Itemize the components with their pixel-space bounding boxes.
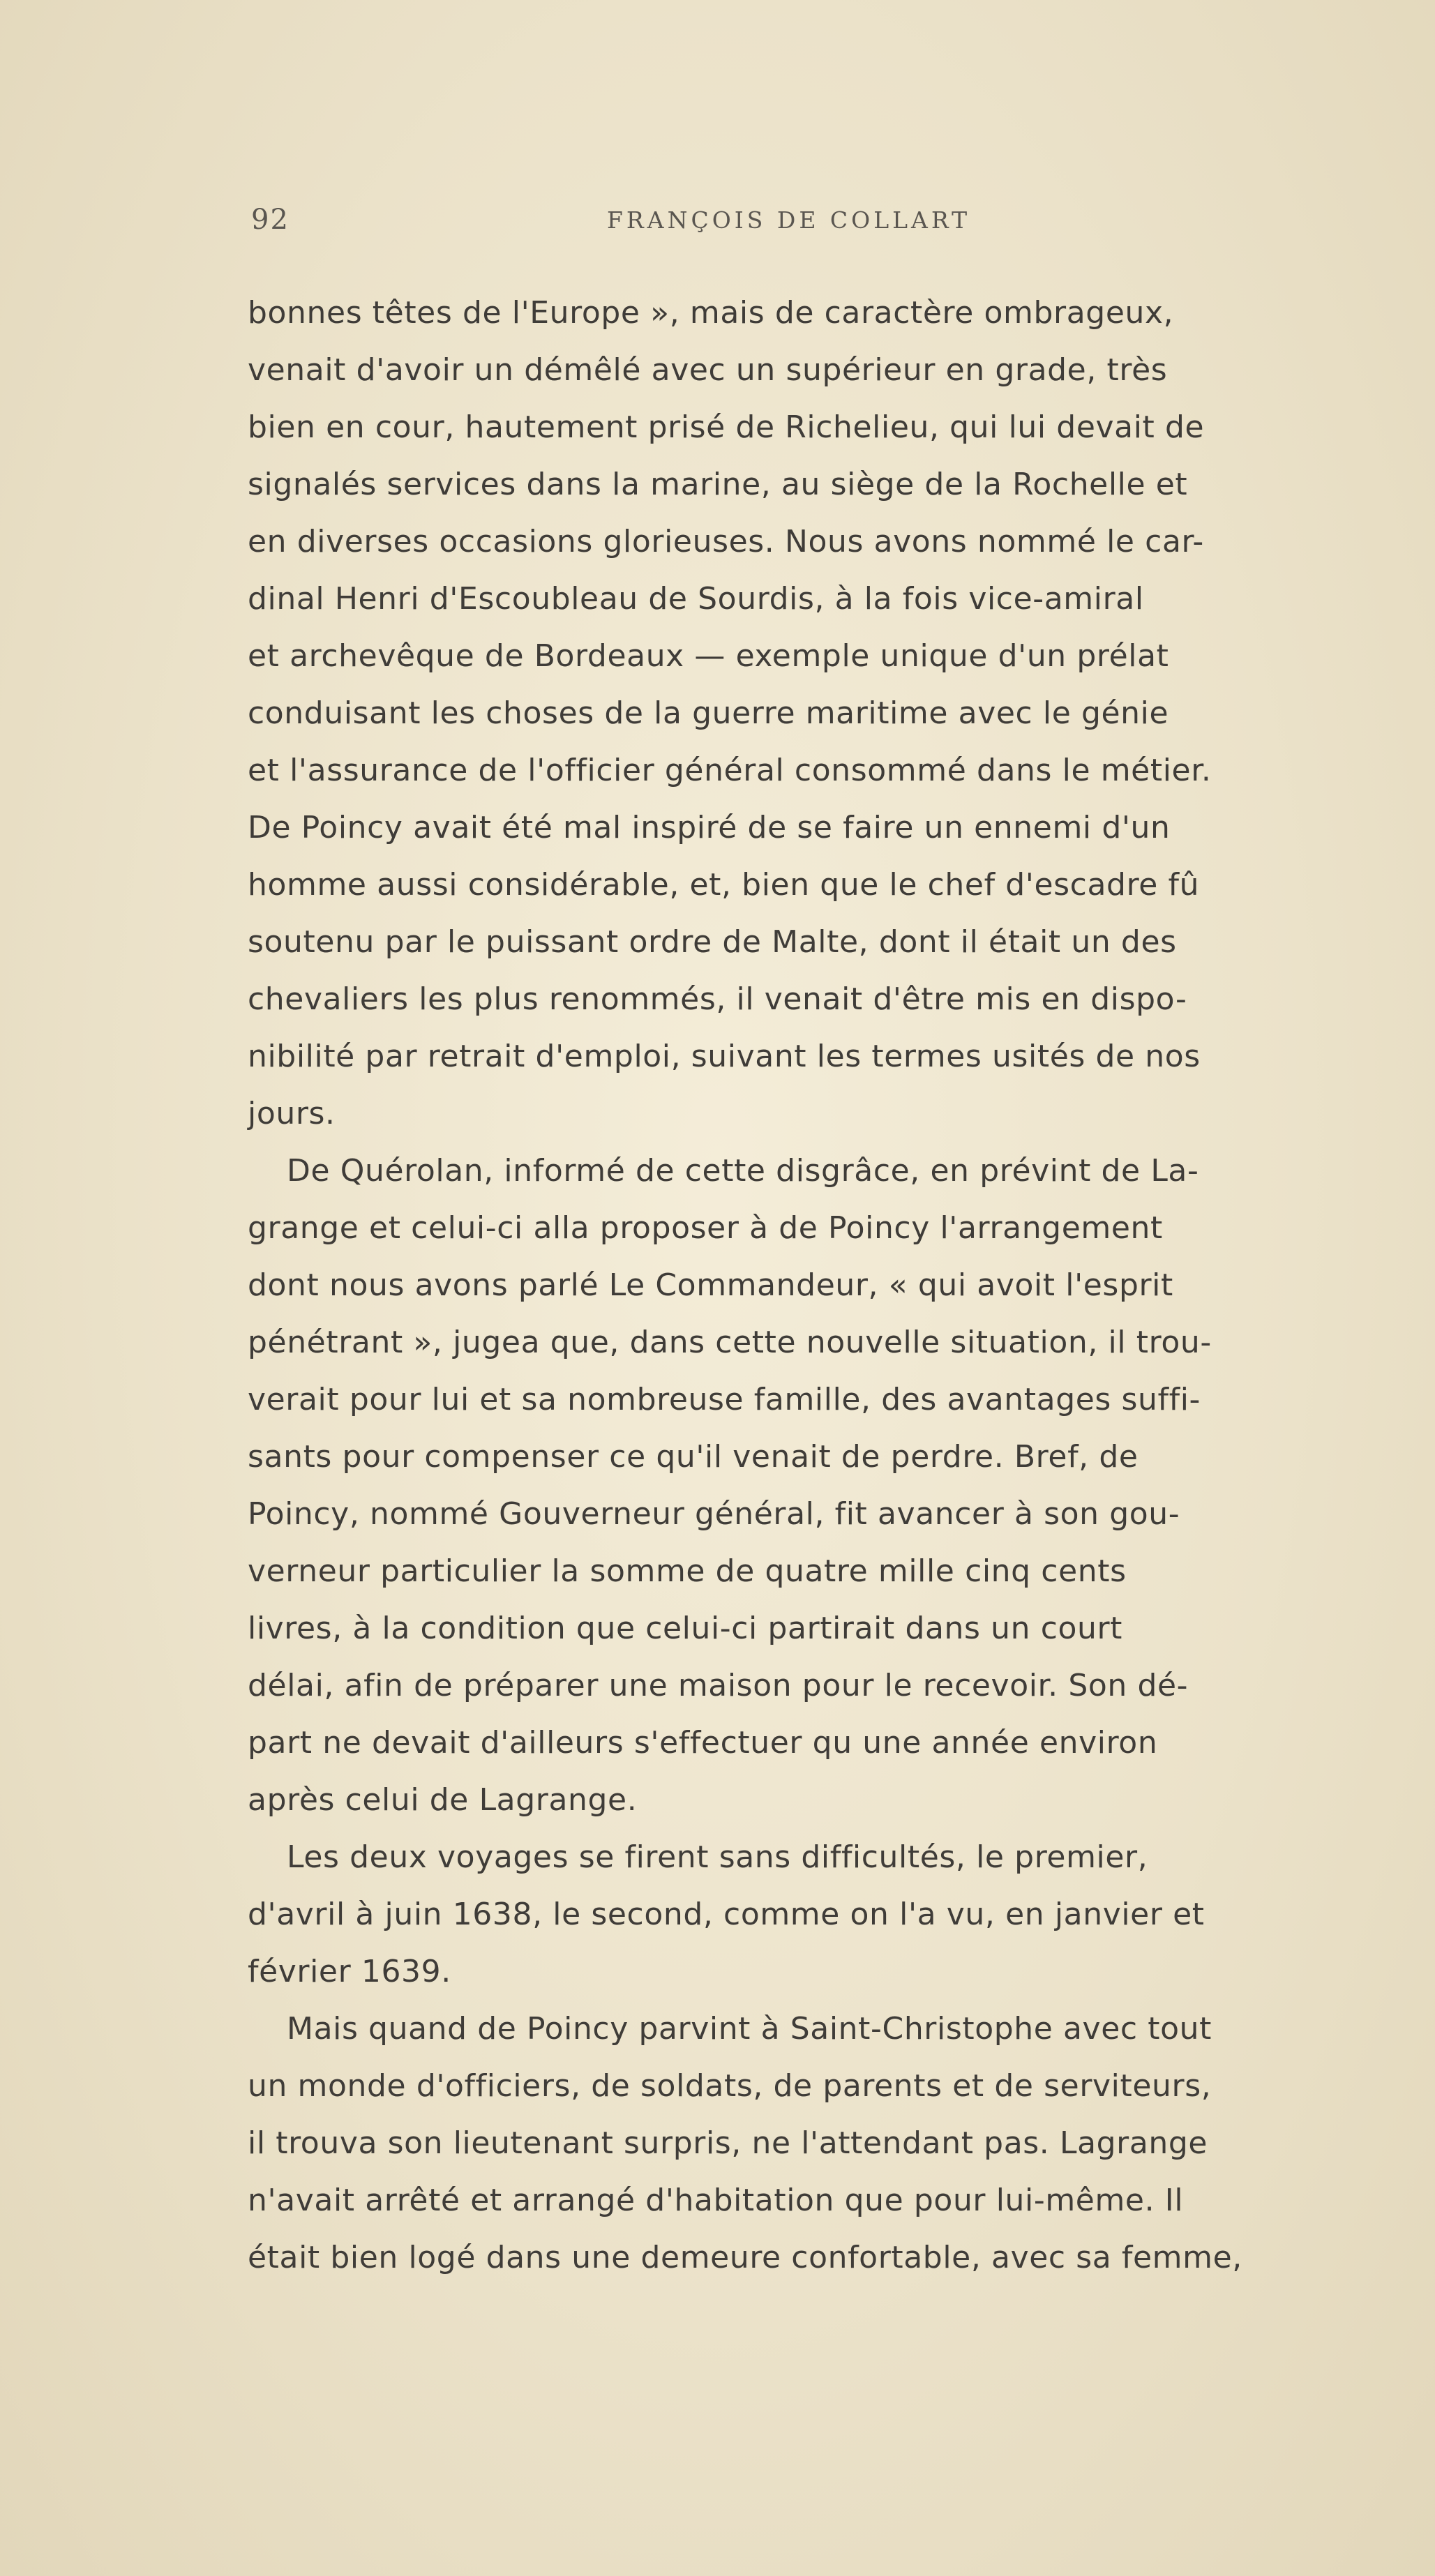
- text-line: après celui de Lagrange.: [248, 1782, 638, 1818]
- text-line: verait pour lui et sa nombreuse famille, des avantages suffi-: [248, 1382, 1201, 1417]
- paragraph: [248, 1143, 1350, 1829]
- page-number: 92: [251, 204, 290, 236]
- text-line: part ne devait d'ailleurs s'effectuer qu une année environ: [248, 1725, 1158, 1761]
- text-line: livres, à la condition que celui-ci partirait dans un court: [248, 1611, 1123, 1646]
- text-line: bien en cour, hautement prisé de Richelieu, qui lui devait de: [248, 409, 1205, 445]
- text-line: sants pour compenser ce qu'il venait de perdre. Bref, de: [248, 1439, 1139, 1475]
- text-line: février 1639.: [248, 1954, 451, 1989]
- text-line: nibilité par retrait d'emploi, suivant les termes usités de nos: [248, 1039, 1201, 1074]
- text-line: soutenu par le puissant ordre de Malte, dont il était un des: [248, 924, 1177, 960]
- text-line: pénétrant », jugea que, dans cette nouvelle situation, il trou-: [248, 1325, 1212, 1360]
- text-line: signalés services dans la marine, au siège de la Rochelle et: [248, 467, 1188, 502]
- text-line: un monde d'officiers, de soldats, de parents et de serviteurs,: [248, 2068, 1212, 2104]
- text-line: Les deux voyages se firent sans difficultés, le premier,: [287, 1839, 1148, 1875]
- text-line: n'avait arrêté et arrangé d'habitation que pour lui-même. Il: [248, 2183, 1184, 2218]
- paragraph: [248, 285, 1350, 1143]
- text-line: homme aussi considérable, et, bien que le chef d'escadre fû: [248, 867, 1200, 903]
- page-header: [251, 204, 1381, 246]
- text-line: il trouva son lieutenant surpris, ne l'attendant pas. Lagrange: [248, 2125, 1208, 2161]
- running-title: FRANÇOIS DE COLLART: [607, 206, 971, 234]
- text-line: dont nous avons parlé Le Commandeur, « qui avoit l'esprit: [248, 1267, 1173, 1303]
- text-line: et archevêque de Bordeaux — exemple unique d'un prélat: [248, 638, 1169, 674]
- text-line: chevaliers les plus renommés, il venait d'être mis en dispo-: [248, 981, 1187, 1017]
- text-line: grange et celui-ci alla proposer à de Poincy l'arrangement: [248, 1210, 1163, 1246]
- text-line: venait d'avoir un démêlé avec un supérieur en grade, très: [248, 352, 1168, 388]
- text-line: De Poincy avait été mal inspiré de se faire un ennemi d'un: [248, 810, 1171, 845]
- paragraph: [248, 2001, 1350, 2287]
- text-line: Poincy, nommé Gouverneur général, fit avancer à son gou-: [248, 1496, 1180, 1532]
- text-line: en diverses occasions glorieuses. Nous avons nommé le car-: [248, 524, 1204, 559]
- text-line: d'avril à juin 1638, le second, comme on l'a vu, en janvier et: [248, 1897, 1205, 1932]
- text-line: bonnes têtes de l'Europe », mais de caractère ombrageux,: [248, 295, 1174, 331]
- text-line: jours.: [248, 1096, 336, 1131]
- text-line: De Quérolan, informé de cette disgrâce, en prévint de La-: [287, 1153, 1199, 1189]
- text-line: et l'assurance de l'officier général consommé dans le métier.: [248, 753, 1212, 788]
- paragraph: [248, 1829, 1350, 2001]
- text-line: verneur particulier la somme de quatre mille cinq cents: [248, 1553, 1127, 1589]
- text-line: dinal Henri d'Escoubleau de Sourdis, à la fois vice-amiral: [248, 581, 1144, 617]
- text-line: Mais quand de Poincy parvint à Saint-Christophe avec tout: [287, 2011, 1212, 2047]
- text-line: délai, afin de préparer une maison pour le recevoir. Son dé-: [248, 1668, 1189, 1703]
- text-line: était bien logé dans une demeure confortable, avec sa femme,: [248, 2240, 1242, 2275]
- body-text: [248, 285, 1350, 2287]
- text-line: conduisant les choses de la guerre maritime avec le génie: [248, 695, 1169, 731]
